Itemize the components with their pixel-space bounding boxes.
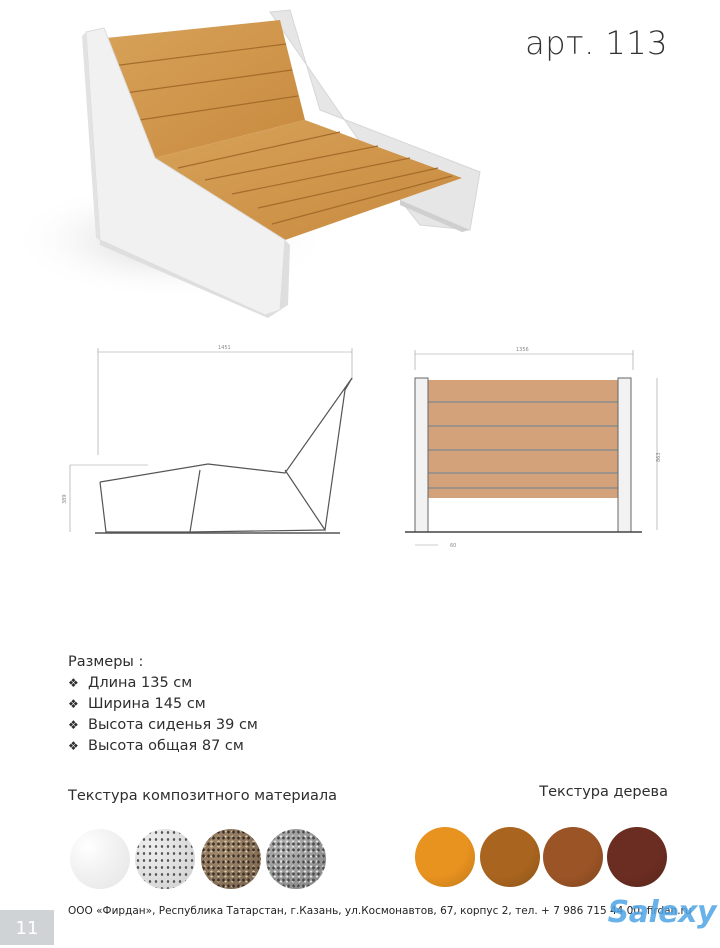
page-number: 11: [0, 910, 54, 945]
diamond-bullet-icon: ❖: [68, 697, 79, 711]
list-item: [68, 715, 258, 736]
composite-texture-title: Текстура композитного материала: [68, 788, 338, 804]
diamond-bullet-icon: ❖: [68, 676, 79, 690]
leg-width-label: 60: [450, 543, 457, 549]
list-item: [68, 736, 258, 757]
wood-swatch-amber: [415, 827, 475, 887]
dimension-width: Ширина 145 см: [88, 696, 206, 712]
wood-texture-title: Текстура дерева: [539, 784, 668, 800]
dimension-total-height: Высота общая 87 см: [88, 738, 244, 754]
list-item: [68, 694, 258, 715]
composite-swatch-white: [70, 829, 130, 889]
dimension-seat-height: Высота сиденья 39 см: [88, 717, 258, 733]
dimensions-title: Размеры :: [68, 654, 144, 670]
side-height-label: 389: [62, 494, 68, 504]
front-width-label: 1356: [516, 347, 529, 353]
product-photo: [0, 0, 520, 330]
diamond-bullet-icon: ❖: [68, 718, 79, 732]
composite-swatch-grey: [266, 829, 326, 889]
dimension-length: Длина 135 см: [88, 675, 193, 691]
watermark-logo: Salexy: [607, 895, 716, 930]
technical-drawing: [60, 340, 670, 560]
wood-swatch-mahogany: [607, 827, 667, 887]
side-width-label: 1451: [218, 345, 231, 351]
diamond-bullet-icon: ❖: [68, 739, 79, 753]
wood-swatch-oak: [480, 827, 540, 887]
composite-swatch-brown: [201, 829, 261, 889]
front-height-label: 863: [656, 452, 662, 462]
company-contacts: ООО «Фирдан», Республика Татарстан, г.Казань, ул.Космонавтов, 67, корпус 2, тел. + 7 986 715 44 00, firdan.ru: [68, 905, 692, 917]
side-view: [70, 348, 352, 533]
dimensions-list: [68, 652, 258, 757]
composite-swatch-light-grey: [135, 829, 195, 889]
wood-swatch-walnut: [543, 827, 603, 887]
list-item: [68, 673, 258, 694]
article-number: арт. 113: [525, 24, 668, 62]
front-view: [405, 350, 657, 545]
